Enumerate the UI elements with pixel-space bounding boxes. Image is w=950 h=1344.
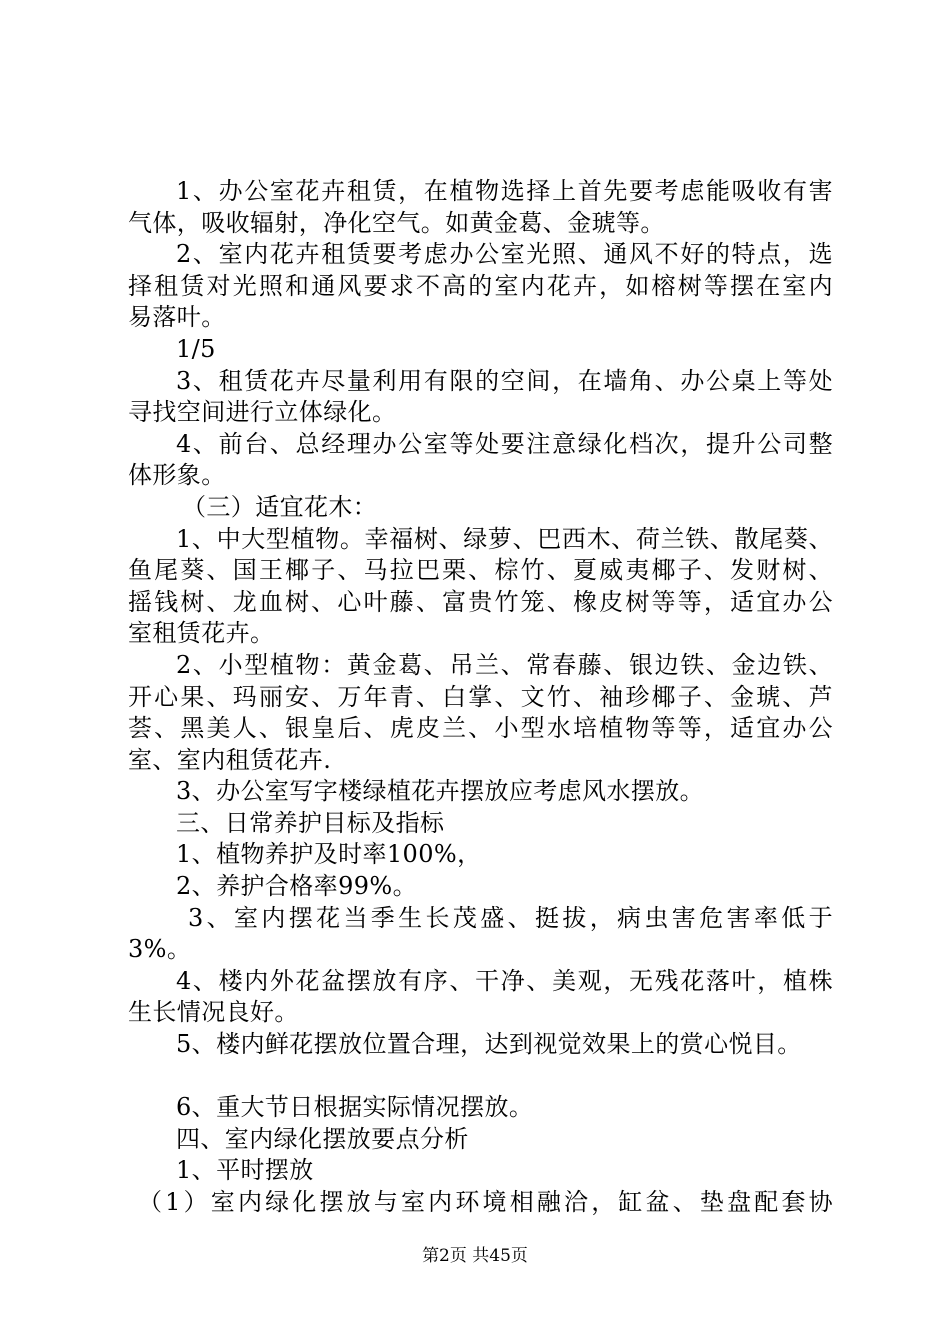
paragraph-line: 荟、黑美人、银皇后、虎皮兰、小型水培植物等等，适宜办公 [128, 714, 833, 743]
paragraph-line: 开心果、玛丽安、万年青、白掌、文竹、袖珍椰子、金琥、芦 [128, 682, 833, 711]
paragraph-line: 1、办公室花卉租赁，在植物选择上首先要考虑能吸收有害 [176, 177, 833, 205]
paragraph-line: 4、前台、总经理办公室等处要注意绿化档次，提升公司整 [176, 429, 833, 458]
paragraph-line: （1）室内绿化摆放与室内环境相融洽，缸盆、垫盘配套协 [138, 1188, 833, 1216]
paragraph-line: 2、养护合格率99%。 [176, 872, 418, 901]
paragraph-line: 4、楼内外花盆摆放有序、干净、美观，无残花落叶，植株 [176, 966, 833, 995]
paragraph-line: 鱼尾葵、国王椰子、马拉巴栗、棕竹、夏威夷椰子、发财树、 [128, 556, 833, 585]
paragraph-line: 寻找空间进行立体绿化。 [128, 398, 397, 427]
paragraph-line: 室、室内租赁花卉. [128, 745, 332, 774]
paragraph-line: 3、室内摆花当季生长茂盛、挺拔，病虫害危害率低于 [188, 903, 833, 932]
paragraph-line: 6、重大节日根据实际情况摆放。 [176, 1093, 534, 1122]
section-heading: （三）适宜花木： [182, 492, 378, 521]
blank-line [128, 1061, 833, 1093]
page-footer: 第2页 共45页 [422, 1246, 528, 1266]
section-heading: 三、日常养护目标及指标 [176, 808, 445, 837]
paragraph-line: 生长情况良好。 [128, 998, 299, 1027]
paragraph-line: 1、中大型植物。幸福树、绿萝、巴西木、荷兰铁、散尾葵、 [176, 524, 833, 553]
paragraph-line: 5、楼内鲜花摆放位置合理，达到视觉效果上的赏心悦目。 [176, 1030, 802, 1059]
document-body [128, 176, 833, 1219]
paragraph-line: 3、租赁花卉尽量利用有限的空间，在墙角、办公桌上等处 [176, 366, 833, 395]
paragraph-line: 3%。 [128, 935, 192, 964]
paragraph-line: 室租赁花卉。 [128, 619, 275, 648]
paragraph-line: 易落叶。 [128, 303, 226, 332]
paragraph-line: 摇钱树、龙血树、心叶藤、富贵竹笼、橡皮树等等，适宜办公 [128, 587, 833, 616]
page-fraction-label: 1/5 [176, 334, 216, 363]
paragraph-line: 3、办公室写字楼绿植花卉摆放应考虑风水摆放。 [176, 777, 705, 806]
paragraph-line: 2、室内花卉租赁要考虑办公室光照、通风不好的特点，选 [176, 240, 833, 269]
paragraph-line: 2、小型植物：黄金葛、吊兰、常春藤、银边铁、金边铁、 [176, 650, 833, 679]
paragraph-line: 1、植物养护及时率100%， [176, 840, 482, 869]
paragraph-line: 择租赁对光照和通风要求不高的室内花卉，如榕树等摆在室内 [128, 271, 833, 300]
subsection-heading: 1、平时摆放 [176, 1156, 314, 1185]
paragraph-line: 体形象。 [128, 461, 226, 490]
paragraph-line: 气体，吸收辐射，净化空气。如黄金葛、金琥等。 [128, 208, 665, 237]
section-heading: 四、室内绿化摆放要点分析 [176, 1124, 469, 1153]
